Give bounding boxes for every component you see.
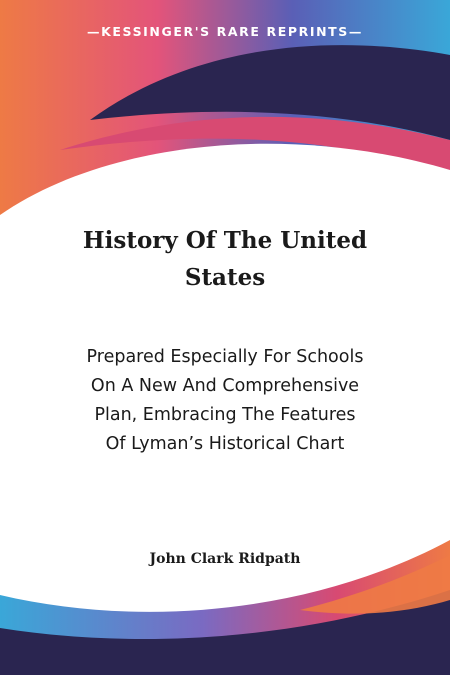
book-title-line: History Of The United — [82, 227, 368, 254]
book-title-line: States — [184, 264, 266, 291]
book-subtitle-line: Plan, Embracing The Features — [94, 405, 356, 425]
book-subtitle-line: Of Lyman’s Historical Chart — [105, 434, 345, 454]
book-subtitle-line: Prepared Especially For Schools — [86, 347, 364, 367]
book-subtitle-line: On A New And Comprehensive — [90, 376, 360, 396]
book-author: John Clark Ridpath — [149, 551, 301, 567]
series-banner: —KESSINGER'S RARE REPRINTS— — [87, 24, 363, 39]
book-subtitle — [20, 343, 430, 459]
book-title — [30, 222, 420, 296]
